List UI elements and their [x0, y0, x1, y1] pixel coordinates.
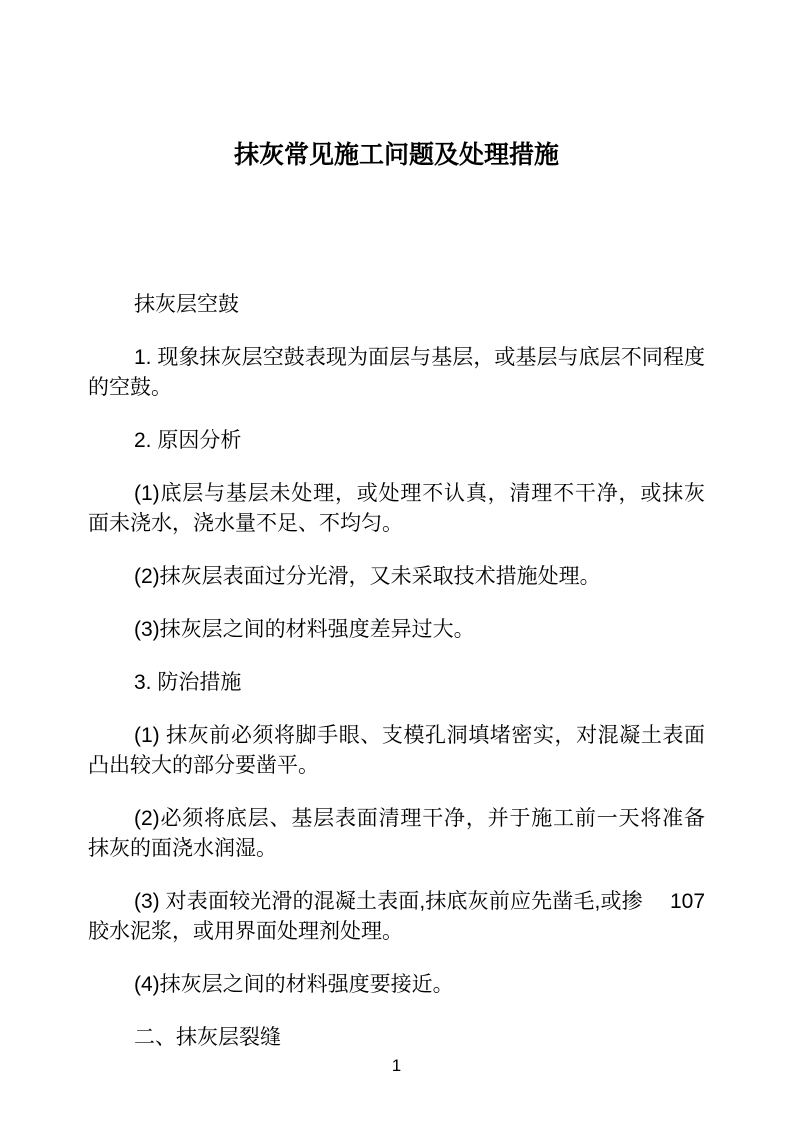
section-heading-hollowing: 抹灰层空鼓	[134, 293, 239, 316]
paragraph: (4)抹灰层之间的材料强度要接近。	[134, 973, 454, 996]
paragraph: (1)底层与基层未处理，或处理不认真，清理不干净，或抹灰面未浇水，浇水量不足、不均匀。	[88, 482, 705, 535]
paragraph: (2)抹灰层表面过分光滑，又未采取技术措施处理。	[134, 565, 601, 588]
paragraph: 2. 原因分析	[134, 429, 242, 452]
paragraph: (3) 对表面较光滑的混凝土表面,抹底灰前应先凿毛,或掺 107 胶水泥浆，或用界面处理剂处理。	[88, 890, 711, 943]
paragraph: 3. 防治措施	[134, 671, 242, 694]
page-number: 1	[391, 1056, 402, 1075]
document-body	[88, 172, 711, 1053]
document-title: 抹灰常见施工问题及处理措施	[233, 141, 559, 169]
paragraph: 1. 现象抹灰层空鼓表现为面层与基层，或基层与底层不同程度的空鼓。	[88, 346, 705, 399]
section-heading-cracks: 二、抹灰层裂缝	[134, 1026, 281, 1049]
paragraph: (1) 抹灰前必须将脚手眼、支模孔洞填堵密实，对混凝土表面凸出较大的部分要凿平。	[88, 724, 705, 777]
paragraph: (3)抹灰层之间的材料强度差异过大。	[134, 618, 475, 641]
paragraph: (2)必须将底层、基层表面清理干净，并于施工前一天将准备抹灰的面浇水润湿。	[88, 807, 705, 860]
